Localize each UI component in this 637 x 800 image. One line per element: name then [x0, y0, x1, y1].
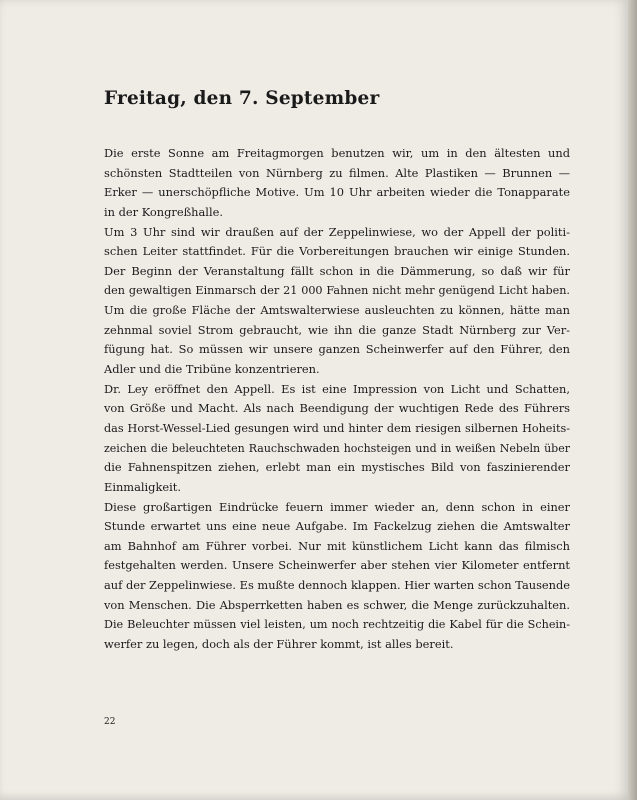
- text-line: schönsten Stadtteilen von Nürnberg zu filmen. Alte Plastiken — Brunnen —: [104, 165, 570, 180]
- text-line: fügung hat. So müssen wir unsere ganzen Scheinwerfer auf den Führer, den: [104, 342, 570, 357]
- chapter-heading: Freitag, den 7. September: [104, 88, 380, 109]
- text-line: Diese großartigen Eindrücke feuern immer wieder an, denn schon in einer: [104, 499, 570, 514]
- text-line: Die Beleuchter müssen viel leisten, um noch rechtzeitig die Kabel für die Schein-: [104, 618, 570, 632]
- text-line: zeichen die beleuchteten Rauchschwaden hochsteigen und in weißen Nebeln über: [104, 441, 570, 455]
- text-line: das Horst-Wessel-Lied gesungen wird und hinter dem riesigen silbernen Hoheits-: [104, 421, 570, 435]
- page-number: 22: [104, 717, 116, 727]
- text-line: Adler und die Tribüne konzentrieren.: [104, 362, 320, 377]
- text-line: Um 3 Uhr sind wir draußen auf der Zeppelinwiese, wo der Appell der politi-: [104, 224, 570, 239]
- text-line: werfer zu legen, doch als der Führer kommt, ist alles bereit.: [104, 637, 454, 652]
- text-line: Die erste Sonne am Freitagmorgen benutzen wir, um in den ältesten und: [104, 146, 570, 160]
- text-line: Um die große Fläche der Amtswalterwiese ausleuchten zu können, hätte man: [104, 303, 570, 318]
- text-line: zehnmal soviel Strom gebraucht, wie ihn die ganze Stadt Nürnberg zur Ver-: [104, 322, 570, 337]
- text-line: Erker — unerschöpfliche Motive. Um 10 Uhr arbeiten wieder die Tonapparate: [104, 185, 570, 200]
- text-line: schen Leiter stattfindet. Für die Vorbereitungen brauchen wir einige Stunden.: [104, 244, 570, 259]
- text-line: Dr. Ley eröffnet den Appell. Es ist eine Impression von Licht und Schatten,: [104, 381, 570, 396]
- text-line: von Größe und Macht. Als nach Beendigung der wuchtigen Rede des Führers: [104, 401, 570, 416]
- text-line: in der Kongreßhalle.: [104, 204, 223, 219]
- text-line: Stunde erwartet uns eine neue Aufgabe. Im Fackelzug ziehen die Amtswalter: [104, 519, 570, 534]
- text-line: festgehalten werden. Unsere Scheinwerfer aber stehen vier Kilometer entfernt: [104, 558, 570, 573]
- text-line: am Bahnhof am Führer vorbei. Nur mit künstlichem Licht kann das filmisch: [104, 538, 570, 553]
- page-edge: [628, 0, 637, 800]
- body-text: [104, 144, 570, 655]
- text-line: Der Beginn der Veranstaltung fällt schon in die Dämmerung, so daß wir für: [104, 263, 570, 278]
- text-line: Einmaligkeit.: [104, 479, 181, 494]
- text-line: von Menschen. Die Absperrketten haben es schwer, die Menge zurückzuhalten.: [104, 597, 570, 612]
- text-line: auf der Zeppelinwiese. Es mußte dennoch klappen. Hier warten schon Tausende: [104, 578, 571, 593]
- text-line: die Fahnenspitzen ziehen, erlebt man ein mystisches Bild von faszinierender: [104, 460, 570, 475]
- text-line: den gewaltigen Einmarsch der 21 000 Fahnen nicht mehr genügend Licht haben.: [104, 284, 570, 298]
